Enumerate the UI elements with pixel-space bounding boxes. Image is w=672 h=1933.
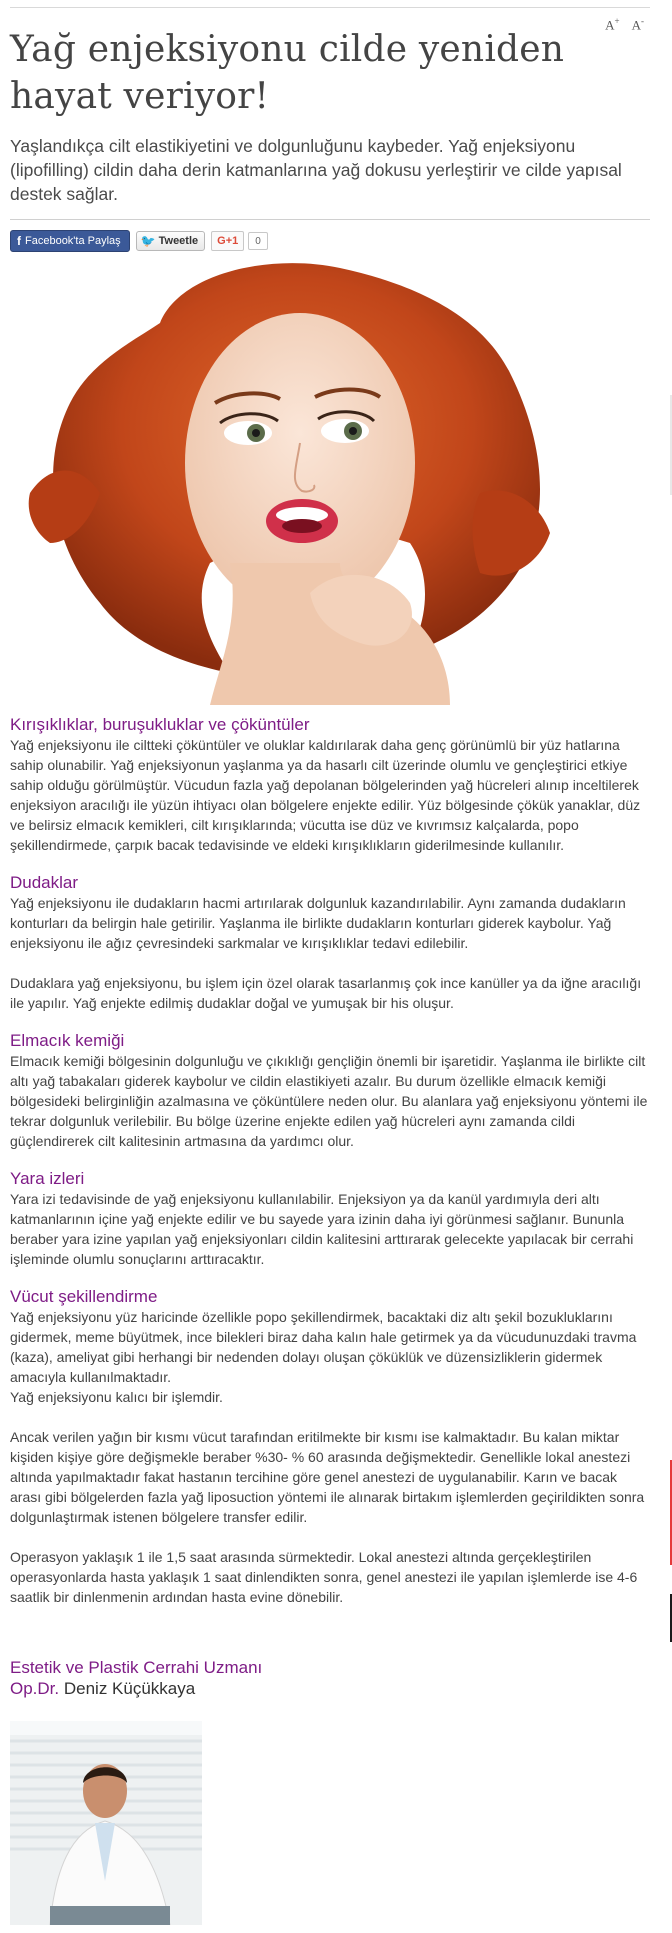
hero-image bbox=[10, 263, 570, 705]
article bbox=[10, 26, 650, 1925]
section-scars bbox=[10, 1169, 650, 1269]
section-paragraph: Yara izi tedavisinde de yağ enjeksiyonu kullanılabilir. Enjeksiyon ya da kanül yardımıyla deri altı katmanlarının içine yağ enjekte edilir ve bu sayede yara izinin daha iyi görünmesi sağlanır. Bununla beraber yara izine yapılan yağ enjeksiyonları cildin kalitesini arttırarak gelecekte yapılacak bir cerrahi işleminde olumlu sonuçlarını arttıracaktır. bbox=[10, 1191, 634, 1267]
author-photo bbox=[10, 1721, 202, 1925]
section-heading: Dudaklar bbox=[10, 873, 79, 892]
section-paragraph: Dudaklara yağ enjeksiyonu, bu işlem için özel olarak tasarlanmış çok ince kanüller ya da iğne aracılığı ile yapılır. Yağ enjekte edilmiş dudaklar doğal ve yumuşak bir his oluşur. bbox=[10, 975, 642, 1011]
font-increase-button[interactable]: A+ bbox=[605, 16, 620, 33]
section-cheekbone bbox=[10, 1031, 650, 1151]
font-decrease-button[interactable]: A- bbox=[631, 16, 644, 33]
google-plus-count: 0 bbox=[248, 232, 268, 250]
section-paragraph: Yağ enjeksiyonu ile ciltteki çöküntüler ve oluklar kaldırılarak daha genç görünümlü bir yüz hatlarına sahip olunabilir. Yağ enjeksiyonun yaşlanma ya da hasarlı cilt üzerinde olumlu ve gençleştirici etkiye sahip olduğu görülmüştür. Vücudun fazla yağ depolanan bölgelerinden yağ hücreleri alınıp inceltilerek enjeksiyon aracılığı ile yüzün ihtiyacı olan bölgelere enjekte edilir. Yüz bölgesinde çökük yanaklar, düz ve belirsiz elmacık kemikleri, cilt kırışıklarında; vücutta ise düz ve kıvrımsız kalçalarda, popo şekillendirmede, çarpık bacak tedavisinde ve eldeki kırışıklıkların giderilmesinde kullanılır. bbox=[10, 737, 641, 853]
section-heading: Elmacık kemiği bbox=[10, 1031, 125, 1050]
author-name: Deniz Küçükkaya bbox=[63, 1679, 196, 1698]
facebook-icon: f bbox=[17, 234, 21, 248]
article-body bbox=[10, 715, 650, 1607]
twitter-bird-icon: 🐦 bbox=[140, 234, 156, 248]
section-paragraph: Yağ enjeksiyonu ile dudakların hacmi artırılarak dolgunluk kazandırılabilir. Aynı zamanda dudakların konturları da belirgin hale getirilir. Yaşlanma ile birlikte dudakların konturları giderek kaybolur. Yağ enjeksiyonu ile ağız çevresindeki sarkmalar ve kırışıklıklar tedavi edilebilir. bbox=[10, 895, 626, 951]
top-divider bbox=[10, 7, 650, 8]
article-title: Yağ enjeksiyonu cilde yeniden hayat veriyor! bbox=[10, 29, 565, 117]
section-heading: Kırışıklıklar, buruşukluklar ve çöküntüler bbox=[10, 715, 310, 734]
author-role: Estetik ve Plastik Cerrahi Uzmanı bbox=[10, 1658, 263, 1677]
article-lede: Yaşlandıkça cilt elastikiyetini ve dolgunluğunu kaybeder. Yağ enjeksiyonu (lipofilling) cildin daha derin katmanlarına yağ dokusu yerleştirir ve cilde yapısal destek sağlar. bbox=[10, 136, 622, 204]
section-wrinkles bbox=[10, 715, 650, 855]
author-name-line bbox=[10, 1678, 650, 1699]
section-heading: Yara izleri bbox=[10, 1169, 85, 1188]
red-haired-woman-photo bbox=[10, 263, 570, 705]
section-paragraph: Elmacık kemiği bölgesinin dolgunluğu ve çıkıklığı gençliğin önemli bir işaretidir. Yaşlanma ile birlikte cilt altı yağ tabakaları giderek kaybolur ve cildin elastikiyeti azalır. Bu durum özellikle elmacık kemiği bölgesideki belirginliğin azalmasına ve çöküntülere neden olur. Bu alanlara yağ enjeksiyonu yöntemi ile tekrar dolgunluk verilebilir. Bu bölge üzerine enjekte edilen yağ hücreleri aynı zamanda cildi güçlendirerek cilt kalitesinin artmasına da yardımcı olur. bbox=[10, 1053, 648, 1149]
section-paragraph: Yağ enjeksiyonu yüz haricinde özellikle popo şekillendirmek, bacaktaki diz altı şekil bozukluklarını gidermek, meme büyütmek, ince bilekleri biraz daha kalın hale getirmek ya da vücudunuzdaki travma (kaza), ameliyat gibi herhangi bir nedenden dolayı oluşan çöküklük ve düzensizliklerin gidermek amacıyla kullanılmaktadır. bbox=[10, 1309, 637, 1385]
section-lips bbox=[10, 873, 650, 1013]
share-bar bbox=[10, 231, 650, 251]
lede-divider bbox=[10, 219, 650, 220]
author-title: Op.Dr. bbox=[10, 1679, 60, 1698]
tweet-button[interactable]: 🐦 Tweetle bbox=[136, 231, 205, 251]
facebook-share-button[interactable]: f Facebook'ta Paylaş bbox=[10, 230, 130, 252]
doctor-portrait-image bbox=[10, 1721, 202, 1925]
section-paragraph: Ancak verilen yağın bir kısmı vücut tarafından eritilmekte bir kısmı ise kalmaktadır. Bu kalan miktar kişiden kişiye göre değişmekle beraber %30- % 60 arasında değişmektedir. Genellikle lokal anestezi altında yapılmaktadır fakat hastanın tercihine göre genel anestezi de uygulanabilir. Karın ve bacak arası gibi bölgelerden fazla yağ liposuction yöntemi ile alınarak birtakım işlemlerden geçirildikten sonra dolgunlaştırmak istenen bölgelere transfer edilir. bbox=[10, 1429, 645, 1525]
section-paragraph: Yağ enjeksiyonu kalıcı bir işlemdir. bbox=[10, 1389, 223, 1405]
google-plus-button[interactable]: G+1 bbox=[211, 231, 244, 251]
section-paragraph: Operasyon yaklaşık 1 ile 1,5 saat arasında sürmektedir. Lokal anestezi altında gerçekleştirilen operasyonlarda hasta yaklaşık 1 saat dinlendikten sonra, genel anestezi ile yapılan işlemlerde ise 4-6 saatlik bir dinlenmenin ardından hasta evine dönebilir. bbox=[10, 1549, 638, 1605]
section-heading: Vücut şekillendirme bbox=[10, 1287, 158, 1306]
author-block bbox=[10, 1657, 650, 1925]
section-body-contouring bbox=[10, 1287, 650, 1607]
